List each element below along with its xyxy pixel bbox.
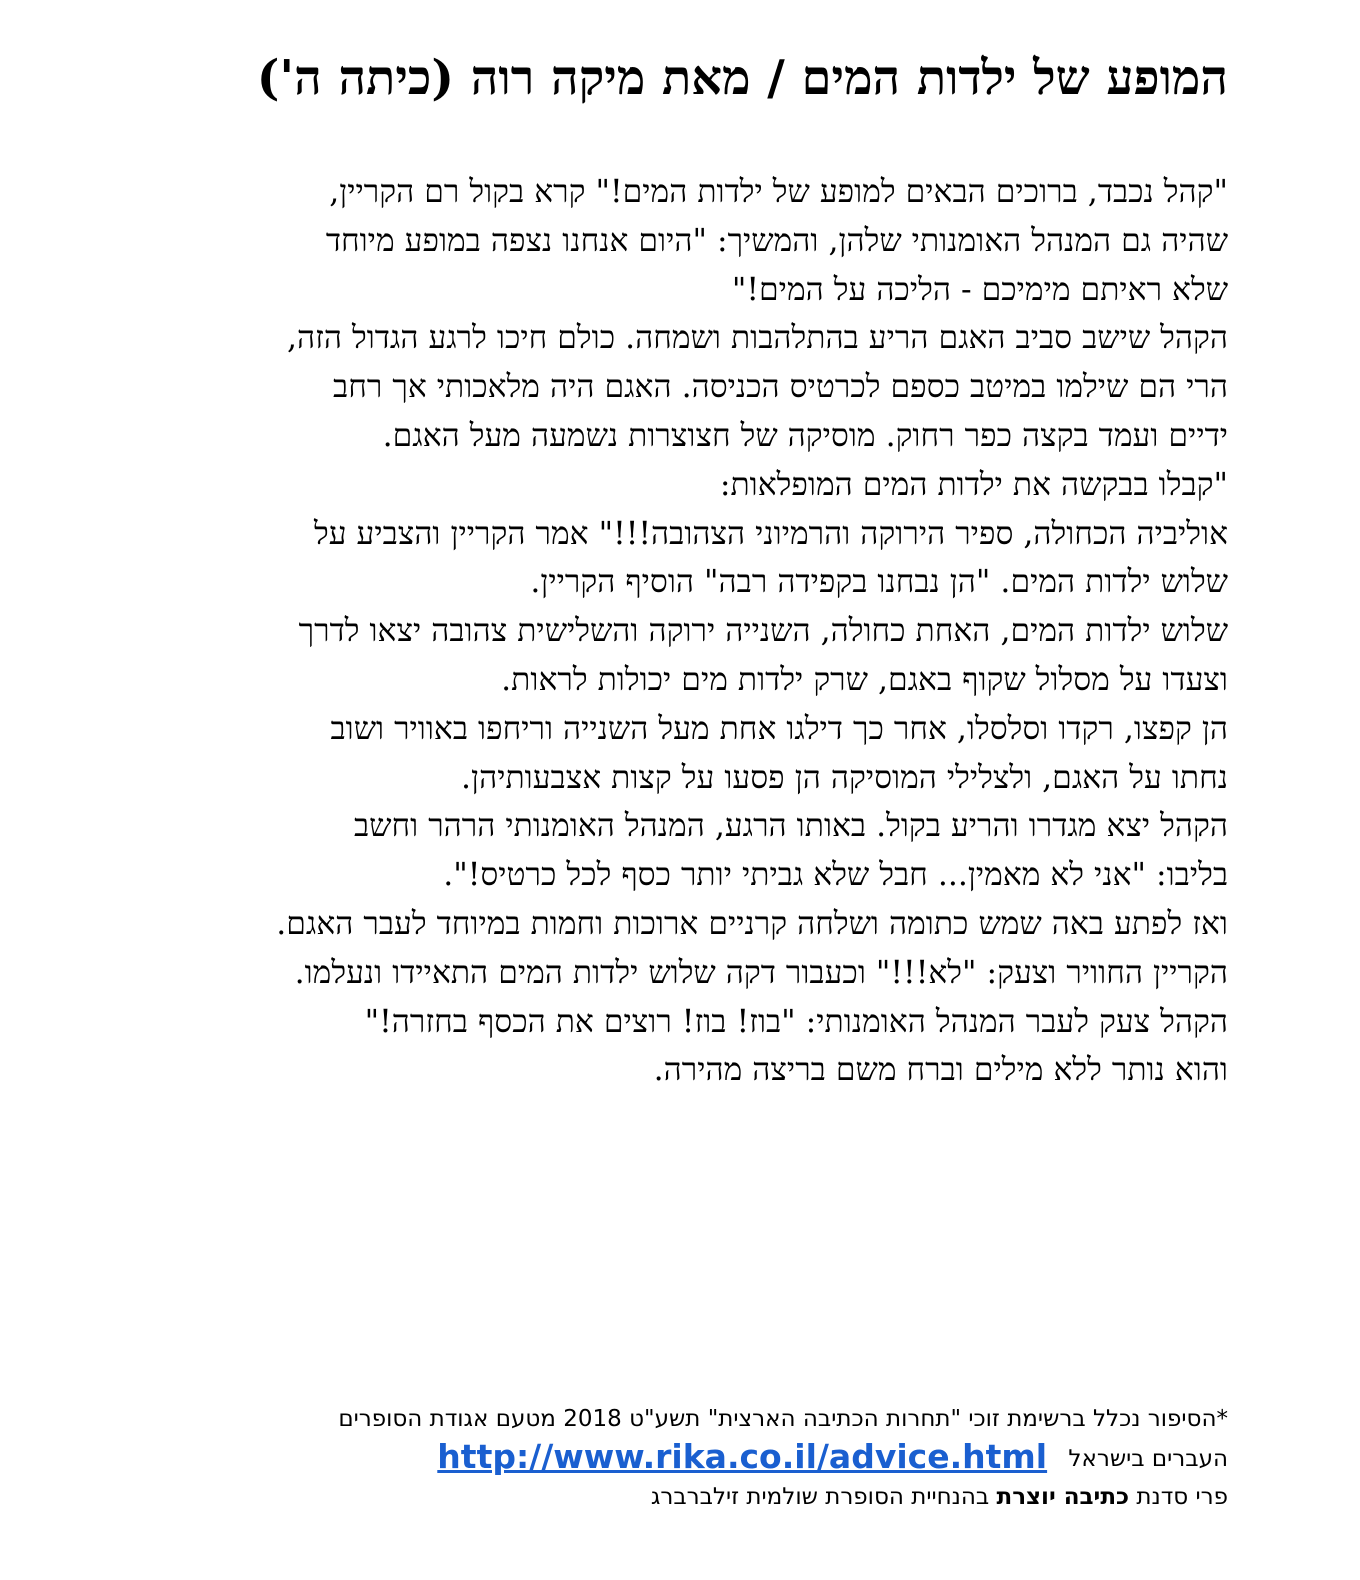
story-line: "קהל נכבד, ברוכים הבאים למופע של ילדות המים!" קרא בקול רם הקריין, xyxy=(329,174,1228,210)
story-line: הרי הם שילמו במיטב כספם לכרטיס הכניסה. האגם היה מלאכותי אך רחב xyxy=(333,369,1228,406)
footnote-line-3 xyxy=(88,1478,1228,1516)
story-line: נחתו על האגם, ולצלילי המוסיקה הן פסעו על קצות אצבעותיהן. xyxy=(461,759,1228,796)
story-line: שלוש ילדות המים. "הן נבחנו בקפידה רבה" הוסיף הקריין. xyxy=(530,564,1228,601)
footnote-workshop-prefix: פרי סדנת xyxy=(1136,1484,1228,1510)
story-line: "קבלו בבקשה את ילדות המים המופלאות: xyxy=(719,466,1228,503)
page-title: המופע של ילדות המים / מאת מיקה רוה (כיתה ה') xyxy=(256,50,1228,106)
advice-link[interactable]: http://www.rika.co.il/advice.html xyxy=(437,1437,1048,1476)
story-line: הקהל צעק לעבר המנהל האומנותי: "בוז! בוז! רוצים את הכסף בחזרה!" xyxy=(364,1003,1228,1040)
footnote-workshop-name: כתיבה יוצרת xyxy=(996,1484,1130,1510)
story-line: הקהל שישב סביב האגם הריע בהתלהבות ושמחה. כולם חיכו לרגע הגדול הזה, xyxy=(286,320,1228,357)
story-line: הן קפצו, רקדו וסלסלו, אחר כך דילגו אחת מעל השנייה וריחפו באוויר ושוב xyxy=(330,710,1228,747)
footnote xyxy=(88,1400,1228,1516)
story-body xyxy=(108,168,1228,1095)
footnote-org-text: העברים בישראל xyxy=(1068,1446,1228,1472)
story-line: ואז לפתע באה שמש כתומה ושלחה קרניים ארוכות וחמות במיוחד לעבר האגם. xyxy=(276,905,1228,942)
footnote-line-1: *הסיפור נכלל ברשימת זוכי "תחרות הכתיבה הארצית" תשע"ט 2018 מטעם אגודת הסופרים xyxy=(338,1406,1228,1432)
story-line: אוליביה הכחולה, ספיר הירוקה והרמיוני הצהובה!!!" אמר הקריין והצביע על xyxy=(313,515,1228,552)
story-line: הקהל יצא מגדרו והריע בקול. באותו הרגע, המנהל האומנותי הרהר וחשב xyxy=(354,808,1228,845)
story-line: וצעדו על מסלול שקוף באגם, שרק ילדות מים יכולות לראות. xyxy=(501,661,1228,698)
story-line: ידיים ועמד בקצה כפר רחוק. מוסיקה של חצוצרות נשמעה מעל האגם. xyxy=(382,417,1228,454)
story-line: שהיה גם המנהל האומנותי שלהן, והמשיך: "היום אנחנו נצפה במופע מיוחד xyxy=(325,222,1228,259)
story-line: שלא ראיתם מימיכם - הליכה על המים!" xyxy=(731,271,1228,308)
footnote-workshop-suffix: בהנחיית הסופרת שולמית זילברברג xyxy=(650,1484,990,1510)
footnote-line-2 xyxy=(88,1438,1228,1478)
story-line: והוא נותר ללא מילים וברח משם בריצה מהירה. xyxy=(653,1052,1228,1089)
story-line: בליבו: "אני לא מאמין... חבל שלא גביתי יותר כסף לכל כרטיס!". xyxy=(443,857,1228,894)
story-line: הקריין החוויר וצעק: "לא!!!" וכעבור דקה שלוש ילדות המים התאיידו ונעלמו. xyxy=(294,954,1228,991)
story-line: שלוש ילדות המים, האחת כחולה, השנייה ירוקה והשלישית צהובה יצאו לדרך xyxy=(298,613,1228,650)
